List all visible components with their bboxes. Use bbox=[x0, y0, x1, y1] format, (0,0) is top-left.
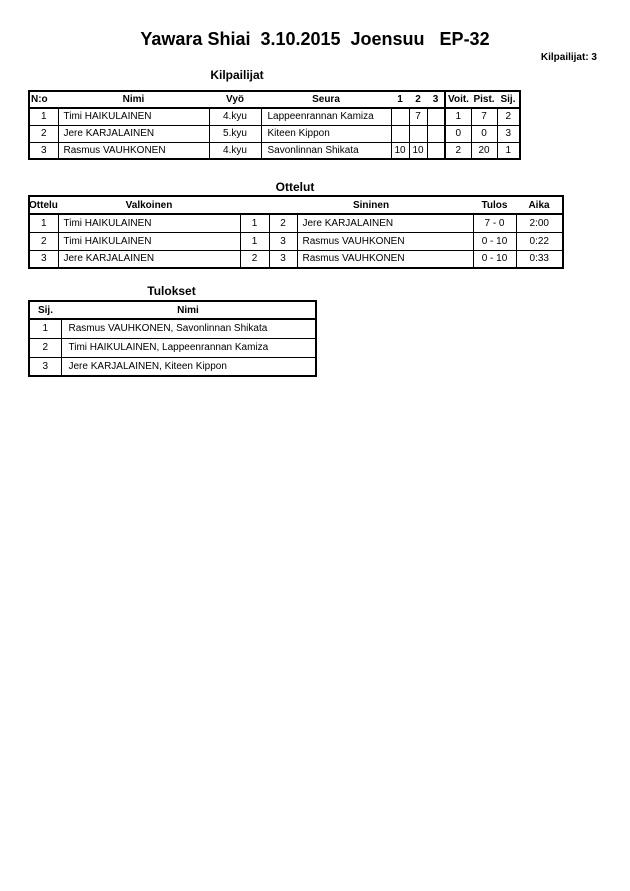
cell-voit: 1 bbox=[445, 108, 471, 125]
cell-vyo: 4.kyu bbox=[209, 142, 261, 159]
page-title: Yawara Shiai 3.10.2015 Joensuu EP-32 bbox=[140, 29, 490, 49]
cell-sininen: Jere KARJALAINEN bbox=[297, 214, 473, 232]
table-row bbox=[29, 338, 316, 357]
column-header-sij: Sij. bbox=[29, 301, 61, 319]
cell-match3 bbox=[427, 142, 445, 159]
cell-tulos: 0 - 10 bbox=[473, 250, 516, 268]
cell-nimi: Timi HAIKULAINEN, Lappeenrannan Kamiza bbox=[61, 338, 316, 357]
cell-match3 bbox=[427, 125, 445, 142]
table-row bbox=[29, 125, 520, 142]
cell-nimi: Rasmus VAUHKONEN, Savonlinnan Shikata bbox=[61, 319, 316, 338]
cell-match2: 10 bbox=[409, 142, 427, 159]
cell-ottelu: 2 bbox=[29, 232, 58, 250]
cell-sij: 1 bbox=[497, 142, 520, 159]
column-header-match2: 2 bbox=[409, 91, 427, 108]
cell-no: 3 bbox=[29, 142, 58, 159]
column-header-pist: Pist. bbox=[471, 91, 497, 108]
column-header-seura: Seura bbox=[261, 91, 391, 108]
cell-sininen: Rasmus VAUHKONEN bbox=[297, 232, 473, 250]
cell-voit: 2 bbox=[445, 142, 471, 159]
cell-vyo: 4.kyu bbox=[209, 108, 261, 125]
column-header-match1: 1 bbox=[391, 91, 409, 108]
cell-sij: 2 bbox=[497, 108, 520, 125]
cell-pist: 20 bbox=[471, 142, 497, 159]
table-header-row bbox=[29, 196, 563, 214]
column-header-vyo: Vyö bbox=[209, 91, 261, 108]
section-title-tulokset: Tulokset bbox=[147, 284, 196, 298]
cell-no: 2 bbox=[29, 125, 58, 142]
column-header-sij: Sij. bbox=[497, 91, 520, 108]
cell-valkoinen-nro: 1 bbox=[240, 232, 269, 250]
column-header-match3: 3 bbox=[427, 91, 445, 108]
column-header-aika: Aika bbox=[516, 196, 563, 214]
column-header-voit: Voit. bbox=[445, 91, 471, 108]
column-header-spacer bbox=[240, 196, 269, 214]
cell-sij: 2 bbox=[29, 338, 61, 357]
cell-sij: 3 bbox=[497, 125, 520, 142]
cell-seura: Savonlinnan Shikata bbox=[261, 142, 391, 159]
cell-aika: 2:00 bbox=[516, 214, 563, 232]
column-header-ottelu bbox=[29, 196, 58, 214]
column-header-sininen: Sininen bbox=[269, 196, 473, 214]
cell-match1 bbox=[391, 125, 409, 142]
cell-match2 bbox=[409, 125, 427, 142]
ottelut-table bbox=[28, 195, 564, 269]
table-row bbox=[29, 142, 520, 159]
cell-aika: 0:22 bbox=[516, 232, 563, 250]
cell-match3 bbox=[427, 108, 445, 125]
cell-sininen-nro: 2 bbox=[269, 214, 297, 232]
table-row bbox=[29, 232, 563, 250]
cell-tulos: 0 - 10 bbox=[473, 232, 516, 250]
column-header-nimi: Nimi bbox=[61, 301, 316, 319]
cell-valkoinen: Timi HAIKULAINEN bbox=[58, 232, 240, 250]
cell-seura: Lappeenrannan Kamiza bbox=[261, 108, 391, 125]
cell-tulos: 7 - 0 bbox=[473, 214, 516, 232]
kilpailijat-table bbox=[28, 90, 521, 160]
cell-seura: Kiteen Kippon bbox=[261, 125, 391, 142]
cell-ottelu: 3 bbox=[29, 250, 58, 268]
cell-pist: 7 bbox=[471, 108, 497, 125]
column-header-tulos: Tulos bbox=[473, 196, 516, 214]
cell-no: 1 bbox=[29, 108, 58, 125]
table-row bbox=[29, 319, 316, 338]
cell-valkoinen-nro: 2 bbox=[240, 250, 269, 268]
cell-sij: 3 bbox=[29, 357, 61, 376]
cell-vyo: 5.kyu bbox=[209, 125, 261, 142]
cell-aika: 0:33 bbox=[516, 250, 563, 268]
cell-sij: 1 bbox=[29, 319, 61, 338]
table-header-row bbox=[29, 91, 520, 108]
cell-match1 bbox=[391, 108, 409, 125]
cell-pist: 0 bbox=[471, 125, 497, 142]
cell-voit: 0 bbox=[445, 125, 471, 142]
tulokset-table bbox=[28, 300, 317, 377]
cell-sininen: Rasmus VAUHKONEN bbox=[297, 250, 473, 268]
table-row bbox=[29, 357, 316, 376]
column-header-nimi: Nimi bbox=[58, 91, 209, 108]
cell-ottelu: 1 bbox=[29, 214, 58, 232]
cell-sininen-nro: 3 bbox=[269, 232, 297, 250]
cell-nimi: Jere KARJALAINEN, Kiteen Kippon bbox=[61, 357, 316, 376]
cell-match2: 7 bbox=[409, 108, 427, 125]
cell-nimi: Timi HAIKULAINEN bbox=[58, 108, 209, 125]
cell-nimi: Rasmus VAUHKONEN bbox=[58, 142, 209, 159]
cell-valkoinen: Timi HAIKULAINEN bbox=[58, 214, 240, 232]
section-title-ottelut: Ottelut bbox=[275, 180, 315, 194]
cell-valkoinen: Jere KARJALAINEN bbox=[58, 250, 240, 268]
cell-sininen-nro: 3 bbox=[269, 250, 297, 268]
table-header-row bbox=[29, 301, 316, 319]
section-title-kilpailijat: Kilpailijat bbox=[210, 68, 264, 82]
cell-nimi: Jere KARJALAINEN bbox=[58, 125, 209, 142]
cell-valkoinen-nro: 1 bbox=[240, 214, 269, 232]
table-row bbox=[29, 108, 520, 125]
table-row bbox=[29, 250, 563, 268]
table-row bbox=[29, 214, 563, 232]
cell-match1: 10 bbox=[391, 142, 409, 159]
column-header-no: N:o bbox=[29, 91, 58, 108]
competitors-count-label: Kilpailijat: 3 bbox=[540, 52, 597, 63]
column-header-ottelu-label: Ottelu bbox=[29, 199, 58, 211]
column-header-valkoinen: Valkoinen bbox=[58, 196, 240, 214]
